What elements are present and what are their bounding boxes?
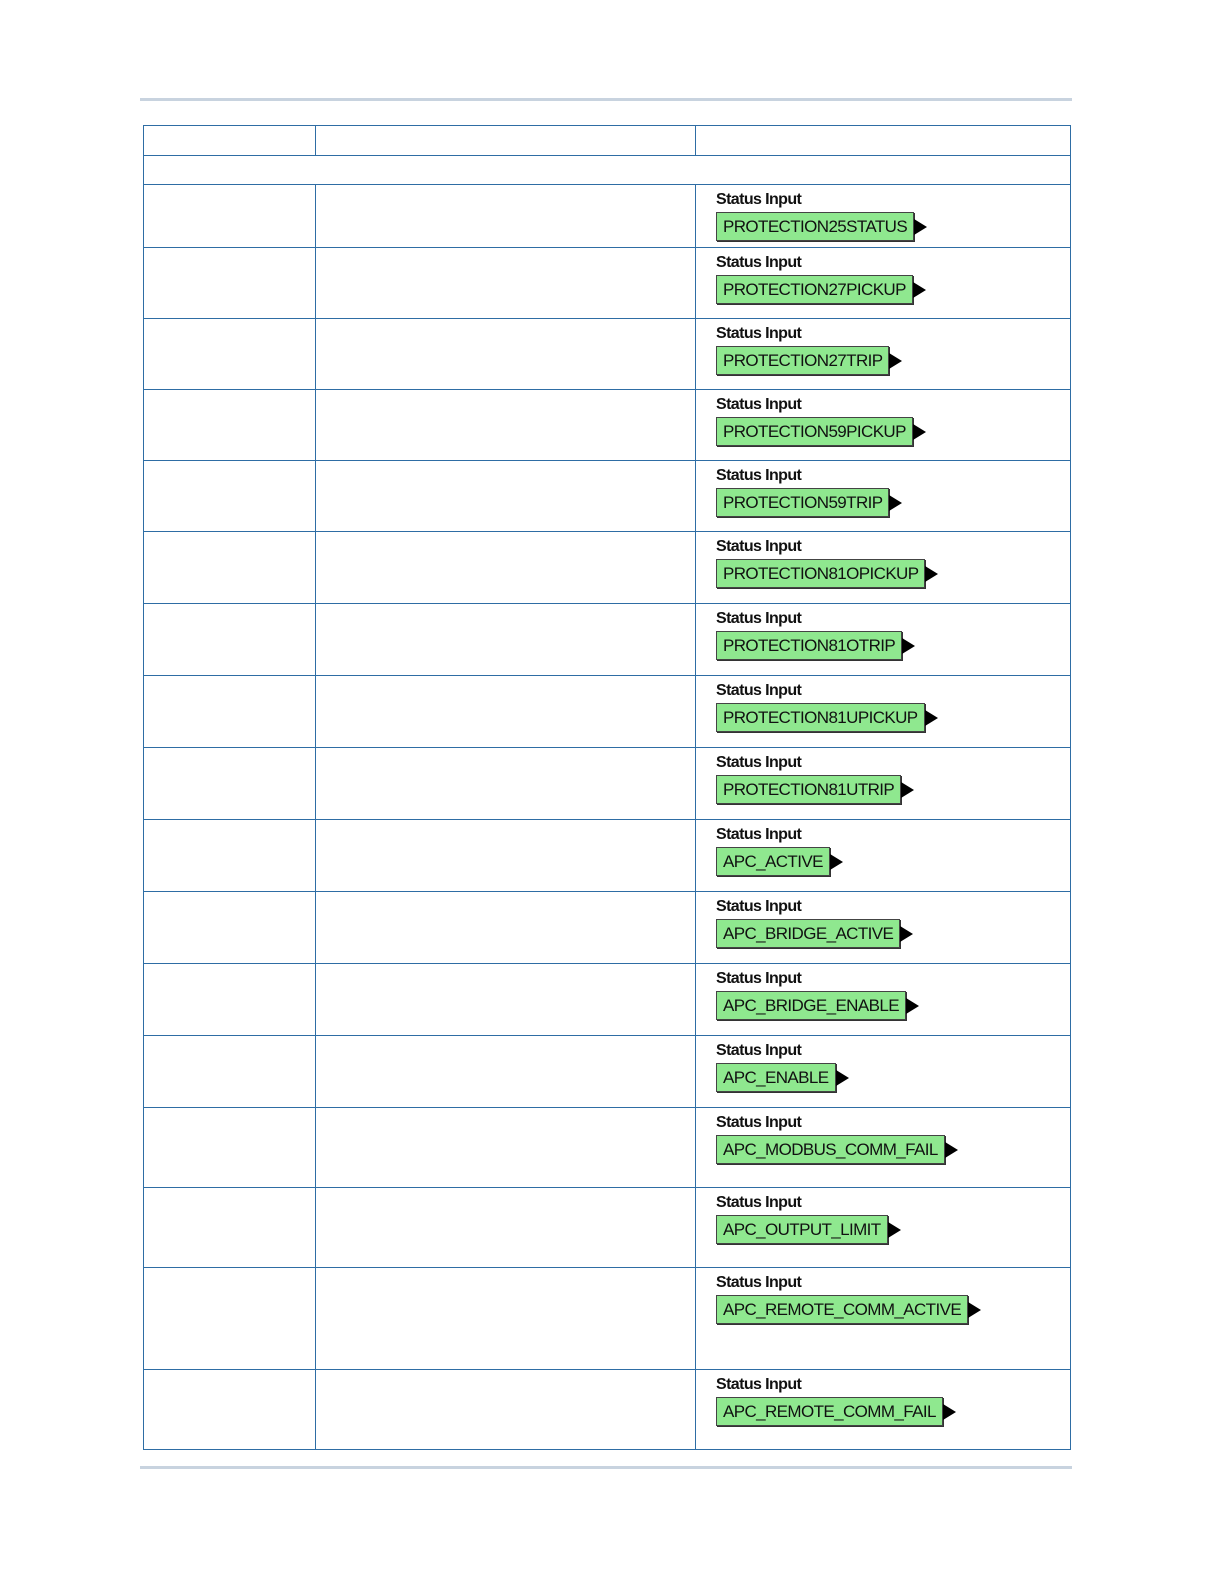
logic-cell: [696, 1036, 1071, 1108]
output-arrow-icon: [836, 1070, 849, 1086]
status-input-block: [716, 417, 1070, 446]
status-tag: APC_OUTPUT_LIMIT: [716, 1215, 888, 1244]
status-tag: APC_REMOTE_COMM_ACTIVE: [716, 1295, 968, 1324]
header-cell: [144, 126, 316, 156]
block-title: Status Input: [716, 1194, 802, 1211]
logic-cell: [696, 676, 1071, 748]
block-title: Status Input: [716, 1274, 802, 1291]
description-cell: [316, 532, 696, 604]
description-cell: [316, 1268, 696, 1370]
output-arrow-icon: [889, 353, 902, 369]
logic-cell: [696, 964, 1071, 1036]
block-title: Status Input: [716, 1114, 802, 1131]
output-arrow-icon: [902, 638, 915, 654]
name-cell: [144, 676, 316, 748]
table-row: [144, 319, 1071, 390]
block-title: Status Input: [716, 467, 802, 484]
status-tag: APC_REMOTE_COMM_FAIL: [716, 1397, 943, 1426]
logic-cell: [696, 1108, 1071, 1188]
description-cell: [316, 1370, 696, 1450]
status-tag: PROTECTION25STATUS: [716, 212, 914, 241]
block-title: Status Input: [716, 191, 802, 208]
name-cell: [144, 248, 316, 319]
description-cell: [316, 820, 696, 892]
table-row: [144, 892, 1071, 964]
table-row: [144, 676, 1071, 748]
status-input-block: [716, 847, 1070, 876]
block-title: Status Input: [716, 898, 802, 915]
logic-cell: [696, 1268, 1071, 1370]
name-cell: [144, 964, 316, 1036]
output-arrow-icon: [906, 998, 919, 1014]
description-cell: [316, 461, 696, 532]
block-title: Status Input: [716, 538, 802, 555]
name-cell: [144, 892, 316, 964]
status-input-block: [716, 919, 1070, 948]
description-cell: [316, 319, 696, 390]
table-row: [144, 1268, 1071, 1370]
status-tag: PROTECTION59TRIP: [716, 488, 889, 517]
block-title: Status Input: [716, 826, 802, 843]
output-arrow-icon: [913, 424, 926, 440]
status-input-block: [716, 703, 1070, 732]
name-cell: [144, 604, 316, 676]
description-cell: [316, 185, 696, 248]
status-input-block: [716, 1063, 1070, 1092]
logic-cell: [696, 390, 1071, 461]
name-cell: [144, 390, 316, 461]
output-arrow-icon: [888, 1222, 901, 1238]
status-input-block: [716, 775, 1070, 804]
logic-cell: [696, 1370, 1071, 1450]
description-cell: [316, 964, 696, 1036]
block-title: Status Input: [716, 1376, 802, 1393]
logic-cell: [696, 248, 1071, 319]
status-tag: APC_ENABLE: [716, 1063, 836, 1092]
status-input-block: [716, 488, 1070, 517]
output-arrow-icon: [830, 854, 843, 870]
name-cell: [144, 820, 316, 892]
block-title: Status Input: [716, 970, 802, 987]
status-input-block: [716, 631, 1070, 660]
status-input-block: [716, 275, 1070, 304]
section-row: [144, 156, 1071, 185]
header-cell: [696, 126, 1071, 156]
description-cell: [316, 604, 696, 676]
table-row: [144, 1036, 1071, 1108]
output-arrow-icon: [889, 495, 902, 511]
output-arrow-icon: [945, 1142, 958, 1158]
description-cell: [316, 748, 696, 820]
description-cell: [316, 1108, 696, 1188]
status-tag: APC_BRIDGE_ENABLE: [716, 991, 906, 1020]
status-tag: PROTECTION27PICKUP: [716, 275, 913, 304]
status-tag: PROTECTION81UTRIP: [716, 775, 901, 804]
table-row: [144, 1108, 1071, 1188]
logic-cell: [696, 461, 1071, 532]
description-cell: [316, 892, 696, 964]
table-row: [144, 1370, 1071, 1450]
output-arrow-icon: [925, 566, 938, 582]
logic-cell: [696, 604, 1071, 676]
description-cell: [316, 1036, 696, 1108]
name-cell: [144, 1108, 316, 1188]
description-cell: [316, 1188, 696, 1268]
name-cell: [144, 185, 316, 248]
status-input-block: [716, 1135, 1070, 1164]
table-row: [144, 390, 1071, 461]
status-input-block: [716, 1295, 1070, 1324]
name-cell: [144, 1036, 316, 1108]
section-cell: [144, 156, 1071, 185]
name-cell: [144, 532, 316, 604]
status-tag: PROTECTION81OTRIP: [716, 631, 902, 660]
output-arrow-icon: [901, 782, 914, 798]
table-row: [144, 604, 1071, 676]
output-arrow-icon: [943, 1404, 956, 1420]
block-title: Status Input: [716, 682, 802, 699]
name-cell: [144, 1188, 316, 1268]
output-arrow-icon: [925, 710, 938, 726]
logic-cell: [696, 185, 1071, 248]
block-title: Status Input: [716, 610, 802, 627]
status-tag: PROTECTION27TRIP: [716, 346, 889, 375]
logic-cell: [696, 820, 1071, 892]
table-header-row: [144, 126, 1071, 156]
table-row: [144, 532, 1071, 604]
table-row: [144, 461, 1071, 532]
table-row: [144, 248, 1071, 319]
table-row: [144, 1188, 1071, 1268]
status-tag: PROTECTION81UPICKUP: [716, 703, 925, 732]
block-title: Status Input: [716, 254, 802, 271]
block-title: Status Input: [716, 754, 802, 771]
header-cell: [316, 126, 696, 156]
name-cell: [144, 1370, 316, 1450]
footer-rule: [140, 1466, 1072, 1469]
status-input-block: [716, 1397, 1070, 1426]
description-cell: [316, 390, 696, 461]
output-arrow-icon: [900, 926, 913, 942]
description-cell: [316, 676, 696, 748]
status-tag: PROTECTION81OPICKUP: [716, 559, 925, 588]
name-cell: [144, 748, 316, 820]
status-input-block: [716, 559, 1070, 588]
status-tag: PROTECTION59PICKUP: [716, 417, 913, 446]
name-cell: [144, 319, 316, 390]
status-input-block: [716, 212, 1070, 241]
block-title: Status Input: [716, 325, 802, 342]
name-cell: [144, 1268, 316, 1370]
status-input-table: [143, 125, 1071, 1450]
status-tag: APC_ACTIVE: [716, 847, 830, 876]
status-input-block: [716, 1215, 1070, 1244]
table-row: [144, 748, 1071, 820]
logic-cell: [696, 892, 1071, 964]
table-row: [144, 820, 1071, 892]
logic-cell: [696, 319, 1071, 390]
status-input-block: [716, 346, 1070, 375]
status-tag: APC_BRIDGE_ACTIVE: [716, 919, 900, 948]
logic-cell: [696, 1188, 1071, 1268]
name-cell: [144, 461, 316, 532]
block-title: Status Input: [716, 396, 802, 413]
status-tag: APC_MODBUS_COMM_FAIL: [716, 1135, 945, 1164]
block-title: Status Input: [716, 1042, 802, 1059]
header-rule: [140, 98, 1072, 101]
output-arrow-icon: [913, 282, 926, 298]
description-cell: [316, 248, 696, 319]
table-row: [144, 185, 1071, 248]
table-row: [144, 964, 1071, 1036]
output-arrow-icon: [914, 219, 927, 235]
logic-cell: [696, 532, 1071, 604]
output-arrow-icon: [968, 1302, 981, 1318]
logic-cell: [696, 748, 1071, 820]
status-input-block: [716, 991, 1070, 1020]
